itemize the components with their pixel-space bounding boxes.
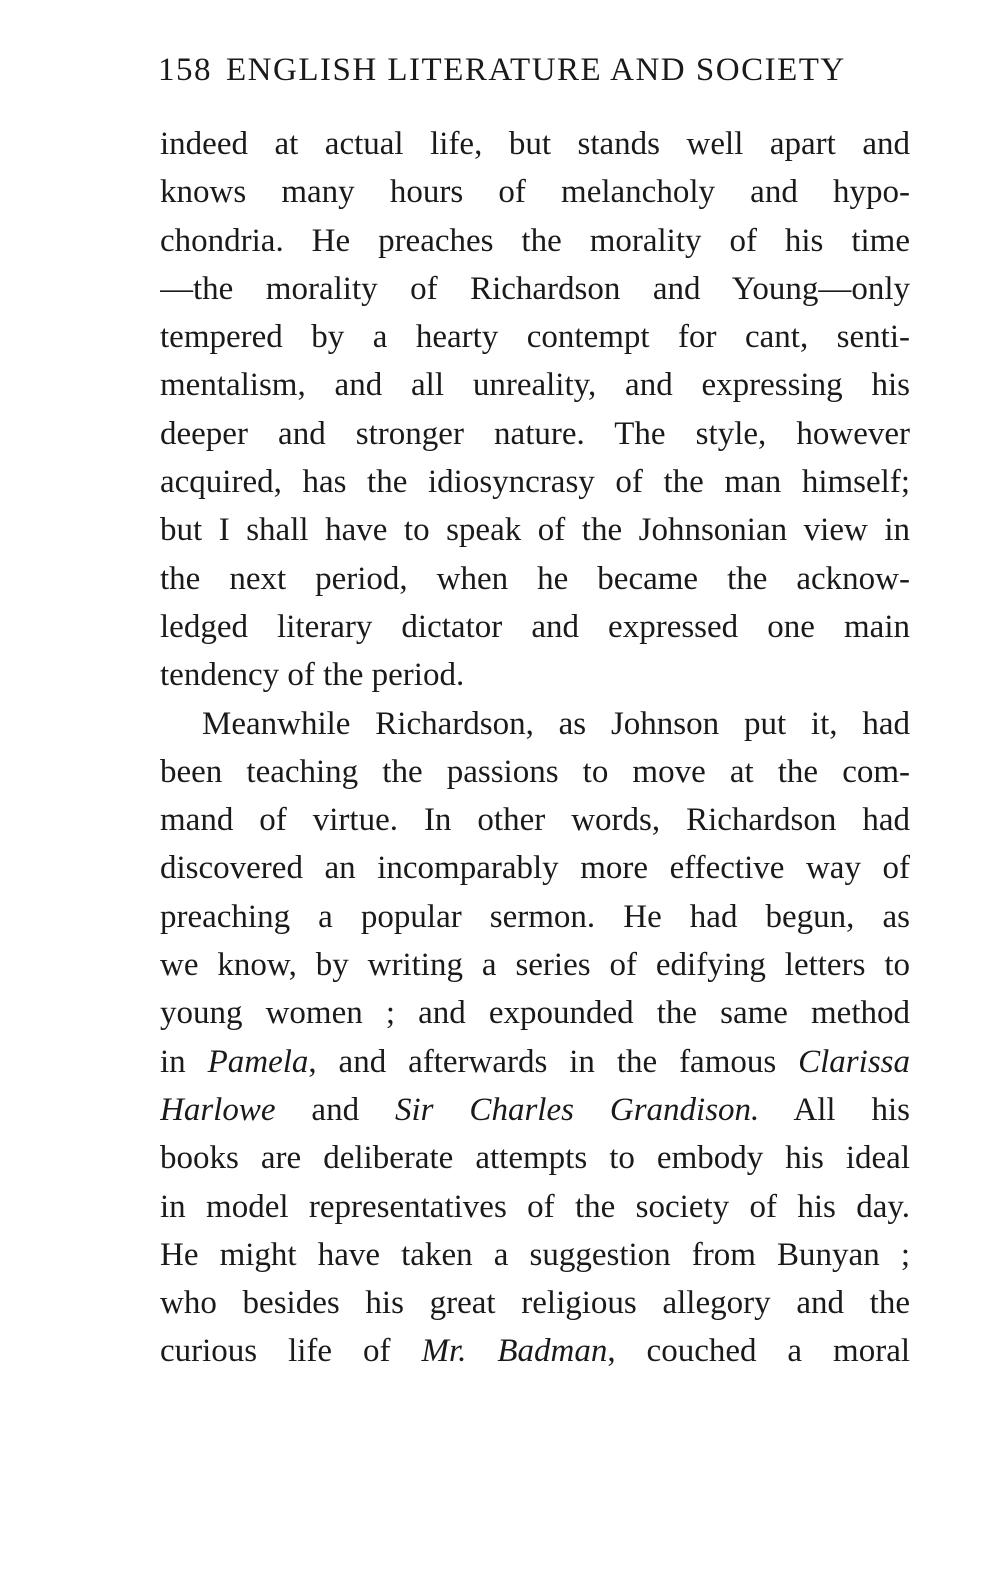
text-line: chondria. He preaches the morality of his time <box>160 222 910 259</box>
text-line: the next period, when he became the acknow- <box>160 560 910 597</box>
book-title-harlowe: Harlowe <box>160 1091 276 1128</box>
text-line: mentalism, and all unreality, and expressing his <box>160 367 910 404</box>
text-line: tendency of the period. <box>160 657 465 694</box>
text-line: deeper and stronger nature. The style, however <box>160 415 910 452</box>
text-line: discovered an incomparably more effective way of <box>160 850 910 887</box>
text-line: —the morality of Richardson and Young—only <box>160 270 910 307</box>
text-run: , and afterwards in the famous <box>308 1043 799 1080</box>
book-title-grandison: Sir Charles Grandison. <box>395 1091 760 1128</box>
text-line <box>160 1038 910 1086</box>
text-run: and <box>275 1091 395 1128</box>
text-line: He might have taken a suggestion from Bunyan ; <box>160 1236 910 1273</box>
text-line: preaching a popular sermon. He had begun, as <box>160 898 910 935</box>
text-line <box>160 1086 910 1134</box>
text-run: in <box>160 1043 208 1080</box>
text-line: books are deliberate attempts to embody his ideal <box>160 1140 910 1177</box>
running-head <box>158 52 910 100</box>
text-line: we know, by writing a series of edifying letters to <box>160 947 910 984</box>
paragraph-2 <box>160 700 910 1376</box>
text-line: been teaching the passions to move at the com- <box>160 753 910 790</box>
page-number: 158 <box>158 52 212 88</box>
running-title: ENGLISH LITERATURE AND SOCIETY <box>226 52 846 88</box>
text-line <box>160 1327 910 1375</box>
text-line: knows many hours of melancholy and hypo- <box>160 174 910 211</box>
book-title-clarissa: Clarissa <box>798 1043 910 1080</box>
text-line: indeed at actual life, but stands well apart and <box>160 126 910 162</box>
book-title-badman: Mr. Badman <box>421 1333 608 1370</box>
text-run: curious life of <box>160 1333 422 1370</box>
paragraph-1 <box>160 120 910 700</box>
text-line: tempered by a hearty contempt for cant, senti- <box>160 319 910 356</box>
text-line: in model representatives of the society of his day. <box>160 1188 910 1225</box>
text-line: but I shall have to speak of the Johnsonian view in <box>160 512 910 549</box>
book-title-pamela: Pamela <box>207 1043 309 1080</box>
text-run: , couched a moral <box>607 1333 910 1370</box>
text-line: ledged literary dictator and expressed one main <box>160 608 910 645</box>
text-line: Meanwhile Richardson, as Johnson put it, had <box>202 705 910 742</box>
text-run: All his <box>759 1091 910 1128</box>
text-line: acquired, has the idiosyncrasy of the man himself; <box>160 464 910 501</box>
body-text <box>160 120 910 1376</box>
text-line: mand of virtue. In other words, Richardson had <box>160 802 910 839</box>
text-line: young women ; and expounded the same method <box>160 995 910 1032</box>
text-line: who besides his great religious allegory and the <box>160 1285 910 1322</box>
